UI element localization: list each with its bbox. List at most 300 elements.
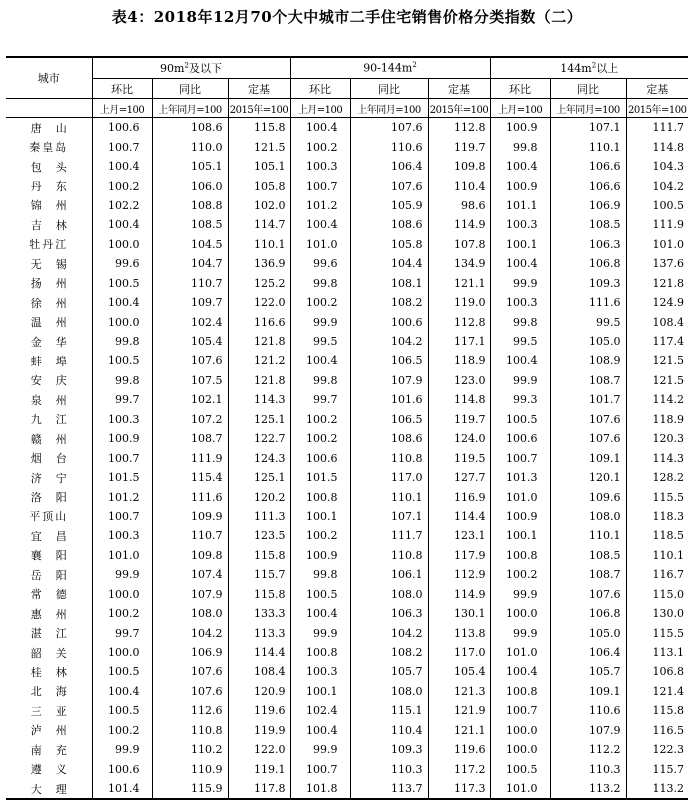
index-value-cell: 121.8 <box>228 371 290 390</box>
table-row <box>6 448 688 467</box>
index-value-cell: 114.9 <box>428 215 490 234</box>
index-value-cell: 114.8 <box>626 137 688 156</box>
index-value-cell: 102.0 <box>228 196 290 215</box>
index-value-cell: 114.9 <box>428 585 490 604</box>
city-name-cell: 韶关 <box>30 646 81 660</box>
index-value-cell: 112.6 <box>152 701 228 720</box>
index-value-cell: 100.2 <box>92 721 152 740</box>
index-value-cell: 104.4 <box>350 254 428 273</box>
index-value-cell: 101.8 <box>290 779 350 799</box>
index-value-cell: 104.2 <box>626 176 688 195</box>
index-value-cell: 113.7 <box>350 779 428 799</box>
city-name-cell: 温州 <box>30 316 81 330</box>
index-value-cell: 100.2 <box>92 604 152 623</box>
city-name-cell: 九江 <box>30 413 81 427</box>
index-value-cell: 125.2 <box>228 274 290 293</box>
table-row <box>6 351 688 370</box>
index-value-cell: 122.0 <box>228 293 290 312</box>
index-value-cell: 119.7 <box>428 137 490 156</box>
index-value-cell: 115.7 <box>626 759 688 778</box>
index-value-cell: 102.4 <box>290 701 350 720</box>
index-value-cell: 100.3 <box>490 215 550 234</box>
city-name-cell: 丹东 <box>30 180 81 194</box>
city-name-cell: 湛江 <box>30 627 81 641</box>
index-value-cell: 121.8 <box>626 274 688 293</box>
index-value-cell: 105.4 <box>428 662 490 681</box>
index-value-cell: 99.7 <box>92 623 152 642</box>
index-value-cell: 99.8 <box>290 565 350 584</box>
index-value-cell: 102.1 <box>152 390 228 409</box>
index-value-cell: 107.6 <box>152 662 228 681</box>
index-value-cell: 106.8 <box>626 662 688 681</box>
index-value-cell: 106.4 <box>550 643 626 662</box>
index-value-cell: 100.0 <box>490 721 550 740</box>
index-value-cell: 100.7 <box>290 759 350 778</box>
index-value-cell: 108.7 <box>550 371 626 390</box>
index-value-cell: 108.0 <box>350 585 428 604</box>
index-value-cell: 108.6 <box>152 118 228 138</box>
index-value-cell: 106.6 <box>550 157 626 176</box>
index-value-cell: 99.8 <box>490 312 550 331</box>
index-value-cell: 110.4 <box>350 721 428 740</box>
index-value-cell: 136.9 <box>228 254 290 273</box>
index-value-cell: 110.6 <box>350 137 428 156</box>
index-value-cell: 107.5 <box>152 371 228 390</box>
index-value-cell: 115.7 <box>228 565 290 584</box>
index-value-cell: 108.0 <box>550 507 626 526</box>
index-value-cell: 99.5 <box>490 332 550 351</box>
city-name-cell: 牡丹江 <box>29 238 69 252</box>
index-value-cell: 117.0 <box>350 468 428 487</box>
index-value-cell: 99.5 <box>290 332 350 351</box>
index-value-cell: 100.4 <box>92 682 152 701</box>
index-value-cell: 100.2 <box>490 565 550 584</box>
base-header-2015: 2015年=100 <box>228 99 290 118</box>
index-value-cell: 100.2 <box>290 526 350 545</box>
city-name-cell: 烟台 <box>30 452 81 466</box>
index-value-cell: 121.8 <box>228 332 290 351</box>
base-header-last-month: 上月=100 <box>290 99 350 118</box>
index-value-cell: 100.8 <box>290 643 350 662</box>
index-value-cell: 100.5 <box>490 410 550 429</box>
index-value-cell: 117.3 <box>428 779 490 799</box>
index-value-cell: 100.8 <box>490 682 550 701</box>
index-value-cell: 108.6 <box>350 215 428 234</box>
index-value-cell: 101.7 <box>550 390 626 409</box>
city-name-cell: 大理 <box>30 782 81 796</box>
city-name-cell: 宜昌 <box>30 529 81 543</box>
index-value-cell: 100.0 <box>490 740 550 759</box>
city-name-cell: 泸州 <box>30 724 81 738</box>
index-value-cell: 108.4 <box>626 312 688 331</box>
index-value-cell: 118.3 <box>626 507 688 526</box>
index-value-cell: 115.9 <box>152 779 228 799</box>
sub-header-mom: 环比 <box>290 79 350 99</box>
sub-header-fixed-base: 定基 <box>428 79 490 99</box>
index-value-cell: 100.2 <box>290 429 350 448</box>
index-value-cell: 107.8 <box>428 235 490 254</box>
index-value-cell: 100.4 <box>290 721 350 740</box>
index-value-cell: 107.1 <box>550 118 626 138</box>
index-value-cell: 101.0 <box>490 487 550 506</box>
index-value-cell: 122.0 <box>228 740 290 759</box>
table-row <box>6 410 688 429</box>
index-value-cell: 107.9 <box>350 371 428 390</box>
index-value-cell: 115.4 <box>152 468 228 487</box>
index-value-cell: 106.4 <box>350 157 428 176</box>
sub-header-yoy: 同比 <box>152 79 228 99</box>
index-value-cell: 107.6 <box>350 176 428 195</box>
index-value-cell: 100.4 <box>290 118 350 138</box>
index-value-cell: 105.9 <box>350 196 428 215</box>
city-name-cell: 秦皇岛 <box>29 141 69 155</box>
index-value-cell: 100.1 <box>290 682 350 701</box>
index-value-cell: 111.3 <box>228 507 290 526</box>
index-value-cell: 110.8 <box>152 721 228 740</box>
index-value-cell: 107.6 <box>152 351 228 370</box>
index-value-cell: 100.4 <box>92 215 152 234</box>
table-row <box>6 235 688 254</box>
base-header-last-year: 上年同月=100 <box>350 99 428 118</box>
index-value-cell: 100.5 <box>626 196 688 215</box>
index-value-cell: 99.9 <box>92 565 152 584</box>
table-row <box>6 254 688 273</box>
table-row <box>6 196 688 215</box>
index-value-cell: 110.7 <box>152 526 228 545</box>
table-row <box>6 623 688 642</box>
index-value-cell: 111.6 <box>550 293 626 312</box>
index-value-cell: 113.8 <box>428 623 490 642</box>
index-value-cell: 99.9 <box>290 623 350 642</box>
index-value-cell: 119.6 <box>428 740 490 759</box>
city-name-cell: 唐山 <box>30 121 81 135</box>
city-name-cell: 赣州 <box>30 432 81 446</box>
index-value-cell: 100.9 <box>290 546 350 565</box>
index-value-cell: 110.1 <box>550 526 626 545</box>
index-value-cell: 108.9 <box>550 351 626 370</box>
index-value-cell: 122.7 <box>228 429 290 448</box>
index-value-cell: 101.1 <box>490 196 550 215</box>
index-value-cell: 108.2 <box>350 293 428 312</box>
index-value-cell: 117.2 <box>428 759 490 778</box>
index-value-cell: 100.2 <box>290 293 350 312</box>
index-value-cell: 119.0 <box>428 293 490 312</box>
index-value-cell: 99.5 <box>550 312 626 331</box>
index-value-cell: 105.7 <box>550 662 626 681</box>
index-value-cell: 100.5 <box>92 274 152 293</box>
index-value-cell: 100.3 <box>290 157 350 176</box>
index-value-cell: 128.2 <box>626 468 688 487</box>
table-row <box>6 176 688 195</box>
index-value-cell: 108.5 <box>550 546 626 565</box>
index-value-cell: 107.6 <box>550 410 626 429</box>
index-value-cell: 105.0 <box>550 623 626 642</box>
index-value-cell: 118.9 <box>428 351 490 370</box>
index-value-cell: 100.6 <box>490 429 550 448</box>
index-value-cell: 111.6 <box>152 487 228 506</box>
index-value-cell: 108.0 <box>152 604 228 623</box>
city-name-cell: 南充 <box>30 743 81 757</box>
index-value-cell: 119.5 <box>428 448 490 467</box>
index-value-cell: 120.9 <box>228 682 290 701</box>
index-value-cell: 100.6 <box>92 118 152 138</box>
index-value-cell: 99.6 <box>92 254 152 273</box>
index-value-cell: 124.3 <box>228 448 290 467</box>
index-value-cell: 110.8 <box>350 546 428 565</box>
index-value-cell: 100.5 <box>490 759 550 778</box>
index-value-cell: 109.1 <box>550 682 626 701</box>
index-value-cell: 109.1 <box>550 448 626 467</box>
index-value-cell: 99.8 <box>290 274 350 293</box>
sub-header-fixed-base: 定基 <box>228 79 290 99</box>
index-value-cell: 110.3 <box>550 759 626 778</box>
city-name-cell: 无锡 <box>30 257 81 271</box>
city-name-cell: 安庆 <box>30 374 81 388</box>
table-row <box>6 604 688 623</box>
index-value-cell: 100.5 <box>92 662 152 681</box>
index-value-cell: 107.9 <box>152 585 228 604</box>
index-value-cell: 115.1 <box>350 701 428 720</box>
city-name-cell: 徐州 <box>30 296 81 310</box>
index-value-cell: 112.2 <box>550 740 626 759</box>
index-value-cell: 106.9 <box>550 196 626 215</box>
index-value-cell: 101.5 <box>290 468 350 487</box>
index-value-cell: 100.4 <box>490 157 550 176</box>
index-value-cell: 105.8 <box>350 235 428 254</box>
base-header-last-month: 上月=100 <box>92 99 152 118</box>
index-value-cell: 115.5 <box>626 623 688 642</box>
index-value-cell: 108.8 <box>152 196 228 215</box>
base-header-2015: 2015年=100 <box>428 99 490 118</box>
index-value-cell: 118.5 <box>626 526 688 545</box>
table-row <box>6 332 688 351</box>
index-value-cell: 109.3 <box>550 274 626 293</box>
index-value-cell: 121.5 <box>228 137 290 156</box>
index-value-cell: 117.0 <box>428 643 490 662</box>
index-value-cell: 110.1 <box>350 487 428 506</box>
index-value-cell: 110.8 <box>350 448 428 467</box>
city-column-header: 城市 <box>6 57 92 99</box>
index-value-cell: 113.1 <box>626 643 688 662</box>
group-header-144-above: $144m^2$以上 <box>490 57 688 79</box>
index-value-cell: 105.7 <box>350 662 428 681</box>
index-value-cell: 100.7 <box>490 701 550 720</box>
index-value-cell: 118.9 <box>626 410 688 429</box>
index-value-cell: 114.4 <box>428 507 490 526</box>
city-name-cell: 岳阳 <box>30 568 81 582</box>
index-value-cell: 99.8 <box>92 371 152 390</box>
index-value-cell: 109.8 <box>428 157 490 176</box>
index-value-cell: 101.2 <box>92 487 152 506</box>
index-value-cell: 99.8 <box>92 332 152 351</box>
base-header-last-year: 上年同月=100 <box>550 99 626 118</box>
table-row <box>6 429 688 448</box>
index-value-cell: 112.9 <box>428 565 490 584</box>
index-value-cell: 109.6 <box>550 487 626 506</box>
index-value-cell: 109.7 <box>152 293 228 312</box>
index-value-cell: 100.9 <box>490 118 550 138</box>
table-row <box>6 390 688 409</box>
index-value-cell: 119.6 <box>228 701 290 720</box>
index-value-cell: 100.7 <box>92 137 152 156</box>
index-value-cell: 119.1 <box>228 759 290 778</box>
index-value-cell: 108.0 <box>350 682 428 701</box>
index-value-cell: 100.3 <box>290 662 350 681</box>
sub-header-yoy: 同比 <box>550 79 626 99</box>
index-value-cell: 106.5 <box>350 351 428 370</box>
index-value-cell: 100.6 <box>290 448 350 467</box>
index-value-cell: 110.9 <box>152 759 228 778</box>
index-value-cell: 100.6 <box>92 759 152 778</box>
index-value-cell: 104.2 <box>152 623 228 642</box>
index-value-cell: 100.0 <box>92 643 152 662</box>
base-header-blank <box>6 99 92 118</box>
index-value-cell: 111.7 <box>350 526 428 545</box>
index-value-cell: 101.0 <box>290 235 350 254</box>
index-value-cell: 111.9 <box>152 448 228 467</box>
index-value-cell: 123.0 <box>428 371 490 390</box>
table-row <box>6 682 688 701</box>
index-value-cell: 102.2 <box>92 196 152 215</box>
index-value-cell: 108.4 <box>228 662 290 681</box>
index-value-cell: 113.3 <box>228 623 290 642</box>
table-row <box>6 371 688 390</box>
index-value-cell: 100.4 <box>290 215 350 234</box>
base-header-last-month: 上月=100 <box>490 99 550 118</box>
table-row <box>6 662 688 681</box>
index-value-cell: 122.3 <box>626 740 688 759</box>
index-value-cell: 108.5 <box>550 215 626 234</box>
index-value-cell: 108.7 <box>152 429 228 448</box>
index-value-cell: 99.6 <box>290 254 350 273</box>
index-value-cell: 108.2 <box>350 643 428 662</box>
index-value-cell: 106.3 <box>350 604 428 623</box>
index-value-cell: 121.1 <box>428 274 490 293</box>
index-value-cell: 119.7 <box>428 410 490 429</box>
table-row <box>6 585 688 604</box>
index-value-cell: 123.5 <box>228 526 290 545</box>
sub-header-mom: 环比 <box>490 79 550 99</box>
index-value-cell: 100.4 <box>92 293 152 312</box>
index-value-cell: 104.5 <box>152 235 228 254</box>
index-value-cell: 107.4 <box>152 565 228 584</box>
index-value-cell: 114.3 <box>626 448 688 467</box>
index-value-cell: 110.7 <box>152 274 228 293</box>
index-value-cell: 105.0 <box>550 332 626 351</box>
index-value-cell: 106.6 <box>550 176 626 195</box>
index-value-cell: 100.0 <box>490 604 550 623</box>
index-value-cell: 110.6 <box>550 701 626 720</box>
table-row <box>6 312 688 331</box>
table-row <box>6 507 688 526</box>
index-value-cell: 108.7 <box>550 565 626 584</box>
index-value-cell: 101.0 <box>626 235 688 254</box>
index-value-cell: 110.3 <box>350 759 428 778</box>
index-value-cell: 101.2 <box>290 196 350 215</box>
index-value-cell: 123.1 <box>428 526 490 545</box>
table-row <box>6 779 688 799</box>
city-name-cell: 锦州 <box>30 199 81 213</box>
index-value-cell: 121.1 <box>428 721 490 740</box>
index-value-cell: 100.4 <box>490 662 550 681</box>
sub-header-fixed-base: 定基 <box>626 79 688 99</box>
city-name-cell: 扬州 <box>30 277 81 291</box>
index-value-cell: 113.2 <box>626 779 688 799</box>
city-name-cell: 蚌埠 <box>30 354 81 368</box>
index-value-cell: 100.4 <box>290 351 350 370</box>
index-value-cell: 115.0 <box>626 585 688 604</box>
index-value-cell: 115.5 <box>626 487 688 506</box>
price-index-table <box>6 56 688 800</box>
index-value-cell: 130.1 <box>428 604 490 623</box>
city-name-cell: 桂林 <box>30 665 81 679</box>
index-value-cell: 100.4 <box>490 254 550 273</box>
index-value-cell: 124.9 <box>626 293 688 312</box>
index-value-cell: 111.7 <box>626 118 688 138</box>
index-value-cell: 102.4 <box>152 312 228 331</box>
index-value-cell: 116.9 <box>428 487 490 506</box>
index-value-cell: 100.5 <box>92 701 152 720</box>
index-value-cell: 116.5 <box>626 721 688 740</box>
index-value-cell: 100.5 <box>92 351 152 370</box>
city-name-cell: 襄阳 <box>30 549 81 563</box>
index-value-cell: 104.7 <box>152 254 228 273</box>
index-value-cell: 100.2 <box>92 176 152 195</box>
index-value-cell: 115.8 <box>626 701 688 720</box>
table-row <box>6 487 688 506</box>
index-value-cell: 111.9 <box>626 215 688 234</box>
index-value-cell: 114.4 <box>228 643 290 662</box>
index-value-cell: 107.2 <box>152 410 228 429</box>
page-title: 表4：2018年12月70个大中城市二手住宅销售价格分类指数（二） <box>111 8 583 26</box>
index-value-cell: 112.8 <box>428 118 490 138</box>
index-value-cell: 130.0 <box>626 604 688 623</box>
index-value-cell: 110.2 <box>152 740 228 759</box>
table-body <box>6 118 688 800</box>
index-value-cell: 108.5 <box>152 215 228 234</box>
sub-header-yoy: 同比 <box>350 79 428 99</box>
index-value-cell: 127.7 <box>428 468 490 487</box>
index-value-cell: 120.3 <box>626 429 688 448</box>
index-value-cell: 100.1 <box>490 235 550 254</box>
index-value-cell: 121.2 <box>228 351 290 370</box>
index-value-cell: 110.1 <box>626 546 688 565</box>
index-value-cell: 99.9 <box>92 740 152 759</box>
index-value-cell: 133.3 <box>228 604 290 623</box>
index-value-cell: 99.9 <box>490 371 550 390</box>
index-value-cell: 100.7 <box>92 448 152 467</box>
index-value-cell: 100.7 <box>490 448 550 467</box>
index-value-cell: 117.8 <box>228 779 290 799</box>
index-value-cell: 106.8 <box>550 604 626 623</box>
index-value-cell: 100.3 <box>92 410 152 429</box>
sub-header-mom: 环比 <box>92 79 152 99</box>
index-value-cell: 99.3 <box>490 390 550 409</box>
index-value-cell: 108.6 <box>350 429 428 448</box>
index-value-cell: 100.6 <box>350 312 428 331</box>
index-value-cell: 100.8 <box>490 546 550 565</box>
table-row <box>6 759 688 778</box>
index-value-cell: 106.3 <box>550 235 626 254</box>
index-value-cell: 121.5 <box>626 371 688 390</box>
index-value-cell: 101.4 <box>92 779 152 799</box>
city-name-cell: 包头 <box>30 160 81 174</box>
index-value-cell: 101.0 <box>92 546 152 565</box>
index-value-cell: 101.0 <box>490 643 550 662</box>
index-value-cell: 114.3 <box>228 390 290 409</box>
group-header-90-and-below: $90m^2$及以下 <box>92 57 290 79</box>
table-row <box>6 293 688 312</box>
